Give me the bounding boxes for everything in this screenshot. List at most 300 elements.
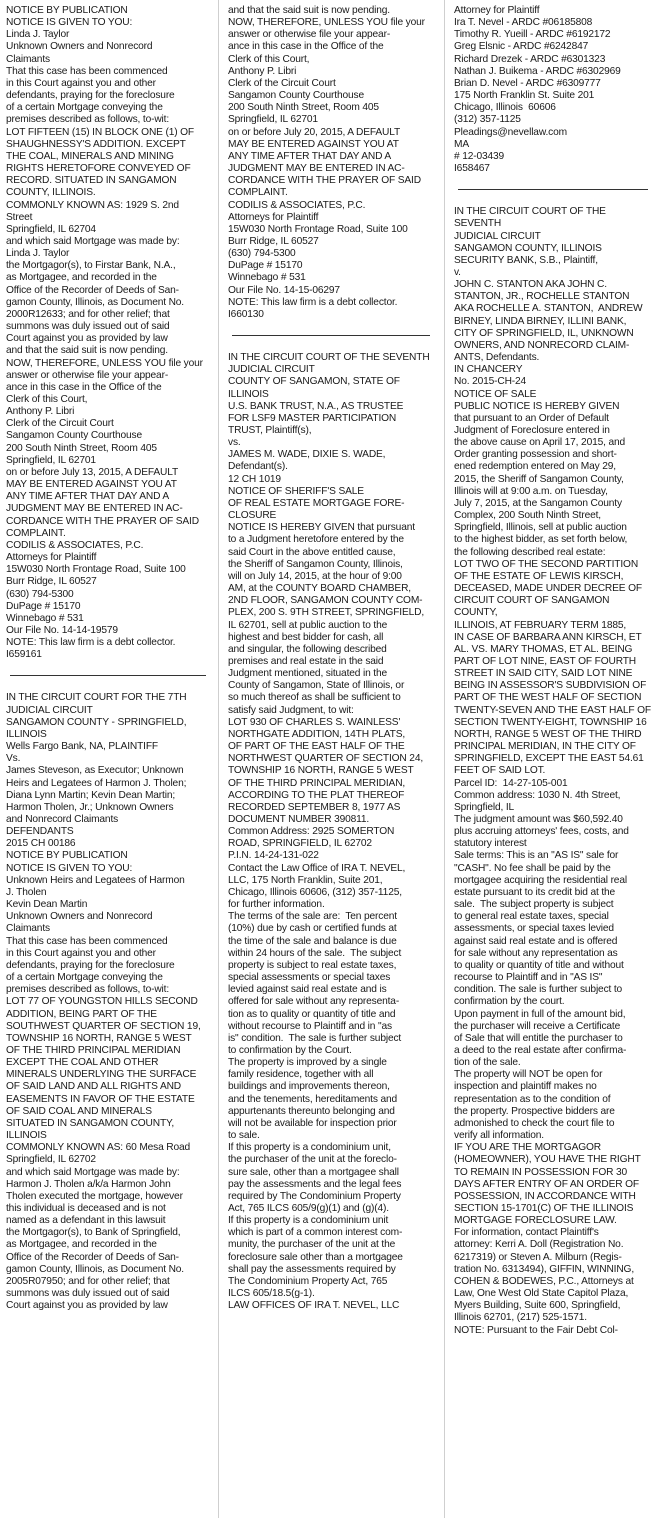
notice-line: Our File No. 14-15-06297 xyxy=(228,284,340,296)
notice-line: ance in this case in the Office of the xyxy=(6,381,162,393)
notice-line: Defendant(s). xyxy=(228,461,288,473)
notice-line: ANY TIME AFTER THAT DAY AND A xyxy=(228,150,392,162)
notice-line: Sangamon County Courthouse xyxy=(6,430,142,442)
notice-line: and which said Mortgage was made by: xyxy=(6,235,180,247)
notice-line: to quality or quantity of title and without xyxy=(454,959,624,971)
notice-line: Office of the Recorder of Deeds of San- xyxy=(6,1251,179,1263)
notice-line: RECORD. SITUATED IN SANGAMON xyxy=(6,175,177,187)
notice-line: buildings and improvements thereon, xyxy=(228,1081,390,1093)
notice-line: LLC, 175 North Franklin, Suite 201, xyxy=(228,874,383,886)
notice-line: to a Judgment heretofore entered by the xyxy=(228,534,404,546)
notice-line: DEFENDANTS xyxy=(6,826,74,838)
notice-line: OWNERS, AND NONRECORD CLAIM- xyxy=(454,339,630,351)
notice-line: FOR LSF9 MASTER PARTICIPATION xyxy=(228,412,397,424)
notice-line: NOTICE IS GIVEN TO YOU: xyxy=(6,862,133,874)
notice-line: NORTH, RANGE 5 WEST OF THE THIRD xyxy=(454,728,642,740)
column-3 xyxy=(454,5,652,1518)
notice-line: 6217319) or Steven A. Milburn (Regis- xyxy=(454,1251,622,1263)
notice-line: is" condition. The sale is further subject xyxy=(228,1032,402,1044)
notice-line: NOTICE IS HEREBY GIVEN that pursuant xyxy=(228,522,415,534)
notice-line: attorney: Kerri A. Doll (Registration No. xyxy=(454,1239,624,1251)
notice-line: IN CASE OF BARBARA ANN KIRSCH, ET xyxy=(454,631,642,643)
notice-line: 2015, the Sheriff of Sangamon County, xyxy=(454,473,624,485)
notice-line: IN THE CIRCUIT COURT OF THE SEVENTH xyxy=(228,352,430,364)
notice-line: MORTGAGE FORECLOSURE LAW. xyxy=(454,1215,617,1227)
notice-line: P.I.N. 14-24-131-022 xyxy=(228,850,319,862)
notice-line: (630) 794-5300 xyxy=(228,248,296,260)
notice-line: Unknown Owners and Nonrecord xyxy=(6,41,153,53)
notice-line: Linda J. Taylor xyxy=(6,29,70,41)
notice-line: Heirs and Legatees of Harmon J. Tholen; xyxy=(6,777,187,789)
notice-line: TO REMAIN IN POSSESSION FOR 30 xyxy=(454,1166,628,1178)
notice-line: for further information. xyxy=(228,899,325,911)
notice-line: tration No. 6313494), GIFFIN, WINNING, xyxy=(454,1263,634,1275)
notice-line: ILLINOIS xyxy=(6,728,47,740)
legal-notice xyxy=(454,206,652,1337)
notice-line: MAY BE ENTERED AGAINST YOU AT xyxy=(6,479,177,491)
notice-line: this individual is deceased and is not xyxy=(6,1203,166,1214)
notice-line: admonished to check the court file to xyxy=(454,1117,615,1129)
notice-line: COUNTY, ILLINOIS. xyxy=(6,187,96,199)
notice-line: Attorneys for Plaintiff xyxy=(6,552,97,564)
notice-line: PUBLIC NOTICE IS HEREBY GIVEN xyxy=(454,400,620,412)
notice-line: 200 South Ninth Street, Room 405 xyxy=(6,442,157,454)
notice-line: OF SAID COAL AND MINERALS xyxy=(6,1105,152,1117)
notice-line: MINERALS UNDERLYING THE SURFACE xyxy=(6,1069,197,1081)
notice-line: NOTICE OF SALE xyxy=(454,388,537,400)
notice-line: NOTICE BY PUBLICATION xyxy=(6,5,128,16)
notice-line: so much thereof as shall be sufficient to xyxy=(228,692,401,704)
notice-line: STANTON, JR., ROCHELLE STANTON xyxy=(454,291,630,303)
notice-line: gamon County, Illinois, as Document No. xyxy=(6,296,184,308)
notice-line: ANY TIME AFTER THAT DAY AND A xyxy=(6,491,170,503)
notice-line: ACCORDING TO THE PLAT THEREOF xyxy=(228,789,405,801)
notice-line: Office of the Recorder of Deeds of San- xyxy=(6,284,179,296)
notice-line: AKA ROCHELLE A. STANTON, ANDREW xyxy=(454,303,643,315)
notice-line: Common address: 1030 N. 4th Street, xyxy=(454,789,621,801)
notice-line: plus accruing attorneys' fees, costs, and xyxy=(454,826,629,838)
notice-line: Attorneys for Plaintiff xyxy=(228,211,319,223)
notice-line: Winnebago # 531 xyxy=(228,272,306,284)
notice-line: JUDGMENT MAY BE ENTERED IN AC- xyxy=(6,503,183,515)
notice-line: defendants, praying for the foreclosure xyxy=(6,959,175,971)
notice-line: COUNTY OF SANGAMON, STATE OF xyxy=(228,376,400,388)
notice-line: NOTE: This law firm is a debt collector. xyxy=(228,296,398,308)
notice-line: the property. Prospective bidders are xyxy=(454,1105,615,1117)
notice-line: Springfield, IL xyxy=(454,801,515,813)
notice-line: LAW OFFICES OF IRA T. NEVEL, LLC xyxy=(228,1300,400,1312)
notice-line: Complex, 200 South Ninth Street, xyxy=(454,510,601,522)
notice-line: 15W030 North Frontage Road, Suite 100 xyxy=(228,223,408,235)
legal-notice xyxy=(228,5,434,321)
notice-line: summons was duly issued out of said xyxy=(6,321,170,333)
notice-line: satisfy said Judgment, to wit: xyxy=(228,704,354,716)
notice-line: JAMES M. WADE, DIXIE S. WADE, xyxy=(228,449,386,461)
notice-line: Springfield, Illinois, sell at public auction xyxy=(454,522,627,534)
notice-line: which is part of a common interest com- xyxy=(228,1227,403,1239)
legal-notice xyxy=(454,5,652,175)
notice-line: LOT 77 OF YOUNGSTON HILLS SECOND xyxy=(6,996,198,1008)
notice-line: Diana Lynn Martin; Kevin Dean Martin; xyxy=(6,789,176,801)
notice-line: COHEN & BODEWES, P.C., Attorneys at xyxy=(454,1275,634,1287)
notice-line: The property will NOT be open for xyxy=(454,1069,603,1081)
notice-line: AM, at the COUNTY BOARD CHAMBER, xyxy=(228,583,411,595)
notice-line: 2015 CH 00186 xyxy=(6,838,76,850)
notice-line: CORDANCE WITH THE PRAYER OF SAID xyxy=(228,175,421,187)
notice-line: NOTE: This law firm is a debt collector. xyxy=(6,637,176,649)
notice-line: property is subject to real estate taxes, xyxy=(228,959,397,971)
notice-line: TOWNSHIP 16 NORTH, RANGE 5 WEST xyxy=(6,1032,192,1044)
notice-line: sale. The subject property is subject xyxy=(454,899,614,911)
notice-line: Tholen executed the mortgage, however xyxy=(6,1190,183,1202)
notice-line: Kevin Dean Martin xyxy=(6,899,88,911)
notice-line: NOTICE BY PUBLICATION xyxy=(6,850,128,862)
notice-line: family residence, together with all xyxy=(228,1069,374,1081)
notice-line: RECORDED SEPTEMBER 8, 1977 AS xyxy=(228,801,401,813)
notice-line: the time of the sale and balance is due xyxy=(228,935,397,947)
notice-line: the Mortgagor(s), to Bank of Springfield, xyxy=(6,1227,181,1239)
notice-line: answer or otherwise file your appear- xyxy=(6,369,169,381)
notice-line: Pleadings@nevellaw.com xyxy=(454,126,567,138)
notice-line: and that the said suit is now pending. xyxy=(6,345,168,357)
notice-line: No. 2015-CH-24 xyxy=(454,376,527,388)
notice-line: SANGAMON COUNTY - SPRINGFIELD, xyxy=(6,716,187,728)
notice-line: and that the said suit is now pending. xyxy=(228,5,390,16)
notice-line: JUDICIAL CIRCUIT xyxy=(454,230,541,242)
notice-line: SECTION TWENTY-EIGHT, TOWNSHIP 16 xyxy=(454,716,647,728)
notice-line: Upon payment in full of the amount bid, xyxy=(454,1008,626,1020)
notice-line: IL 62701, sell at public auction to the xyxy=(228,619,388,631)
notice-line: CLOSURE xyxy=(228,510,277,522)
notice-line: in this Court against you and other xyxy=(6,77,156,89)
notice-line: estate pursuant to its credit bid at the xyxy=(454,886,616,898)
notice-line: 175 North Franklin St. Suite 201 xyxy=(454,90,595,102)
notice-line: verify all information. xyxy=(454,1130,544,1142)
notice-line: DECEASED, MADE UNDER DECREE OF xyxy=(454,583,642,595)
notice-line: highest and best bidder for cash, all xyxy=(228,631,384,643)
notice-line: answer or otherwise file your appear- xyxy=(228,29,391,41)
notice-line: Judgment of Foreclosure entered in xyxy=(454,425,610,436)
notice-line: Timothy R. Yueill - ARDC #6192172 xyxy=(454,29,611,41)
notice-line: (HOMEOWNER), YOU HAVE THE RIGHT xyxy=(454,1154,641,1166)
notice-line: Attorney for Plaintiff xyxy=(454,5,540,16)
notice-line: Harmon Tholen, Jr.; Unknown Owners xyxy=(6,801,174,813)
notice-line: Chicago, Illinois 60606, (312) 357-1125, xyxy=(228,886,402,898)
notice-line: the Sheriff of Sangamon County, Illinois, xyxy=(228,558,403,570)
notice-line: PLEX, 200 S. 9TH STREET, SPRINGFIELD, xyxy=(228,607,425,619)
notice-line: Brian D. Nevel - ARDC #6309777 xyxy=(454,77,601,89)
notice-line: Springfield, IL 62704 xyxy=(6,223,96,235)
notice-line: Sale terms: This is an "AS IS" sale for xyxy=(454,850,619,862)
notice-line: Common Address: 2925 SOMERTON xyxy=(228,826,395,838)
notice-line: MAY BE ENTERED AGAINST YOU AT xyxy=(228,138,399,150)
notice-line: ened redemption entered on May 29, xyxy=(454,461,616,473)
notice-line: TOWNSHIP 16 NORTH, RANGE 5 WEST xyxy=(228,765,414,777)
notice-line: IF YOU ARE THE MORTGAGOR xyxy=(454,1142,601,1154)
notice-line: against said real estate and is offered xyxy=(454,935,618,947)
notice-line: a deed to the real estate after confirma- xyxy=(454,1044,627,1056)
notice-line: Harmon J. Tholen a/k/a Harmon John xyxy=(6,1178,171,1190)
notice-line: premises described as follows, to-wit: xyxy=(6,984,170,996)
notice-line: OF THE THIRD PRINCIPAL MERIDIAN xyxy=(6,1044,181,1056)
notice-line: SPRINGFIELD, EXCEPT THE EAST 54.61 xyxy=(454,753,644,765)
notice-line: Unknown Heirs and Legatees of Harmon xyxy=(6,874,185,886)
notice-line: in this Court against you and other xyxy=(6,947,156,959)
notice-line: SANGAMON COUNTY, ILLINOIS xyxy=(454,242,602,254)
notice-line: EXCEPT THE COAL AND OTHER xyxy=(6,1057,159,1069)
notice-line: TWENTY-SEVEN AND THE EAST HALF OF xyxy=(454,704,651,716)
notice-line: sure sale, other than a mortgagee shall xyxy=(228,1166,399,1178)
notice-line: SECTION 15-1701(C) OF THE ILLINOIS xyxy=(454,1203,634,1214)
notice-line: 12 CH 1019 xyxy=(228,473,281,485)
notice-line: to confirmation by the Court. xyxy=(228,1044,352,1056)
legal-notice xyxy=(6,5,210,661)
notice-line: IN THE CIRCUIT COURT OF THE SEVENTH xyxy=(454,206,609,230)
notice-line: Richard Drezek - ARDC #6301323 xyxy=(454,53,606,65)
notice-line: OF PART OF THE EAST HALF OF THE xyxy=(228,741,405,753)
notice-line: Springfield, IL 62701 xyxy=(228,114,318,126)
notice-line: Order granting possession and short- xyxy=(454,449,617,461)
notice-line: Judgment mentioned, situated in the xyxy=(228,668,387,680)
notice-line: foreclosure sale other than a mortgagee xyxy=(228,1251,403,1263)
notice-line: NOTICE OF SHERIFF'S SALE xyxy=(228,485,364,497)
notice-line: COMPLAINT. xyxy=(6,527,66,539)
notice-line: Unknown Owners and Nonrecord xyxy=(6,911,153,923)
notice-separator xyxy=(232,335,430,336)
notice-line: ROAD, SPRINGFIELD, IL 62702 xyxy=(228,838,372,850)
notice-line: Claimants xyxy=(6,923,50,935)
notice-line: within 24 hours of the sale. The subject xyxy=(228,947,402,959)
notice-line: OF SAID LAND AND ALL RIGHTS AND xyxy=(6,1081,181,1093)
notice-line: Our File No. 14-14-19579 xyxy=(6,624,118,636)
notice-line: of a certain Mortgage conveying the xyxy=(6,102,163,114)
notice-line: U.S. BANK TRUST, N.A., AS TRUSTEE xyxy=(228,400,404,412)
notice-line: County of Sangamon, State of Illinois, or xyxy=(228,680,405,692)
notice-line: Law, One West Old State Capitol Plaza, xyxy=(454,1288,629,1300)
notice-line: NORTHWEST QUARTER OF SECTION 24, xyxy=(228,753,424,765)
notice-line: OF THE ESTATE OF LEWIS KIRSCH, xyxy=(454,570,624,582)
notice-line: The terms of the sale are: Ten percent xyxy=(228,911,397,923)
notice-line: IN THE CIRCUIT COURT FOR THE 7TH xyxy=(6,692,187,704)
notice-line: without recourse to Plaintiff and in "as xyxy=(228,1020,392,1032)
notice-line: OF REAL ESTATE MORTGAGE FORE- xyxy=(228,497,405,509)
notice-line: For information, contact Plaintiff's xyxy=(454,1227,599,1239)
notice-line: as Mortgagee, and recorded in the xyxy=(6,1239,157,1251)
notice-separator xyxy=(458,189,648,190)
notice-line: Burr Ridge, IL 60527 xyxy=(228,235,319,247)
notice-line: 2000R12633; and for other relief; that xyxy=(6,308,170,320)
notice-line: as Mortgagee, and recorded in the xyxy=(6,272,157,284)
notice-line: said Court in the above entitled cause, xyxy=(228,546,396,558)
notice-line: the Mortgagor(s), to Firstar Bank, N.A., xyxy=(6,260,176,272)
notice-line: ANTS, Defendants. xyxy=(454,352,540,364)
notice-line: PART OF THE WEST HALF OF SECTION xyxy=(454,692,642,704)
notice-line: DuPage # 15170 xyxy=(228,260,303,272)
notice-line: 15W030 North Frontage Road, Suite 100 xyxy=(6,564,186,576)
notice-line: FEET OF SAID LOT. xyxy=(454,765,546,777)
notice-line: the purchaser of the unit at the foreclo- xyxy=(228,1154,397,1166)
notice-line: 200 South Ninth Street, Room 405 xyxy=(228,102,379,114)
notice-line: to the highest bidder, as set forth below, xyxy=(454,534,628,546)
notice-line: Court against you as provided by law xyxy=(6,333,168,345)
notice-line: offered for sale without any representa- xyxy=(228,996,400,1008)
notice-line: on or before July 13, 2015, A DEFAULT xyxy=(6,466,179,478)
notice-line: Contact the Law Office of IRA T. NEVEL, xyxy=(228,862,406,874)
notice-line: I658467 xyxy=(454,163,490,175)
notice-line: will not be available for inspection prior xyxy=(228,1117,397,1129)
column-1 xyxy=(6,5,210,1518)
notice-line: shall pay the assessments required by xyxy=(228,1263,396,1275)
legal-notice xyxy=(228,352,434,1312)
notice-line: SECURITY BANK, S.B., Plaintiff, xyxy=(454,254,598,266)
notice-line: tion of the sale. xyxy=(454,1057,521,1069)
notice-line: ILCS 605/18.5(g-1). xyxy=(228,1288,315,1300)
notice-line: ADDITION, BEING PART OF THE xyxy=(6,1008,157,1020)
notice-line: BIRNEY, LINDA BIRNEY, ILLINI BANK, xyxy=(454,315,627,327)
notice-line: Parcel ID: 14-27-105-001 xyxy=(454,777,568,789)
notice-line: Myers Building, Suite 600, Springfield, xyxy=(454,1300,621,1312)
notice-line: to general real estate taxes, special xyxy=(454,911,609,923)
notice-line: DOCUMENT NUMBER 390811. xyxy=(228,814,370,825)
notice-line: J. Tholen xyxy=(6,886,47,898)
notice-line: summons was duly issued out of said xyxy=(6,1288,170,1300)
notice-line: mortgagee acquiring the residential real xyxy=(454,874,627,886)
notice-line: assessments, or special taxes levied xyxy=(454,923,614,935)
notice-line: Illinois will at 9:00 a.m. on Tuesday, xyxy=(454,485,608,497)
notice-line: will on July 14, 2015, at the hour of 9:00 xyxy=(228,570,402,582)
notice-line: the above cause on April 17, 2015, and xyxy=(454,437,626,449)
notice-line: of Sale that will entitle the purchaser to xyxy=(454,1032,623,1044)
notice-line: STREET IN SAID CITY, SAID LOT NINE xyxy=(454,668,633,680)
notice-line: Anthony P. Libri xyxy=(228,65,297,77)
notice-line: IN CHANCERY xyxy=(454,364,523,376)
notice-line: The Condominium Property Act, 765 xyxy=(228,1275,388,1287)
notice-line: JOHN C. STANTON AKA JOHN C. xyxy=(454,279,607,291)
notice-line: (312) 357-1125 xyxy=(454,114,521,126)
notice-line: Clerk of this Court, xyxy=(6,394,88,405)
notice-line: and singular, the following described xyxy=(228,643,387,655)
notice-line: JUDICIAL CIRCUIT xyxy=(228,364,315,376)
notice-line: Vs. xyxy=(6,753,21,765)
notice-line: COMPLAINT. xyxy=(228,187,288,199)
notice-line: CITY OF SPRINGFIELD, IL, UNKNOWN xyxy=(454,327,634,339)
notice-line: Greg Elsnic - ARDC #6242847 xyxy=(454,41,589,53)
legal-notice xyxy=(6,692,210,1312)
notice-line: I659161 xyxy=(6,649,42,661)
notice-line: premises and real estate in the said xyxy=(228,655,384,667)
notice-line: # 12-03439 xyxy=(454,150,505,162)
notice-line: v. xyxy=(454,266,461,278)
notice-line: CORDANCE WITH THE PRAYER OF SAID xyxy=(6,515,199,527)
column-divider-1 xyxy=(218,0,219,1518)
notice-line: premises described as follows, to-wit: xyxy=(6,114,170,126)
notice-line: levied against said real estate and is xyxy=(228,984,387,996)
notice-line: vs. xyxy=(228,437,241,449)
notice-line: pay the assessments and the legal fees xyxy=(228,1178,402,1190)
notice-line: Sangamon County Courthouse xyxy=(228,90,364,102)
notice-line: the purchaser will receive a Certificate xyxy=(454,1020,621,1032)
notice-line: the following described real estate: xyxy=(454,546,606,558)
notice-line: LOT TWO OF THE SECOND PARTITION xyxy=(454,558,639,570)
notice-line: Illinois 62701, (217) 525-1571. xyxy=(454,1312,587,1324)
notice-line: Claimants xyxy=(6,53,50,65)
notice-line: statutory interest xyxy=(454,838,527,850)
notice-line: Court against you as provided by law xyxy=(6,1300,168,1312)
notice-line: BEING IN ASSESSOR'S SUBDIVISION OF xyxy=(454,680,647,692)
notice-line: CIRCUIT COURT OF SANGAMON COUNTY, xyxy=(454,595,612,619)
notice-line: AL. VS. MARY THOMAS, ET AL. BEING xyxy=(454,643,633,655)
notice-line: Springfield, IL 62702 xyxy=(6,1154,96,1166)
notice-line: Clerk of this Court, xyxy=(228,53,310,65)
notice-line: Chicago, Illinois 60606 xyxy=(454,102,556,114)
notice-line: COMMONLY KNOWN AS: 1929 S. 2nd xyxy=(6,199,179,211)
notice-line: NOW, THEREFORE, UNLESS YOU file your xyxy=(228,17,425,29)
notice-line: That this case has been commenced xyxy=(6,65,168,77)
notice-line: DuPage # 15170 xyxy=(6,600,81,612)
notice-line: NOTE: Pursuant to the Fair Debt Col- xyxy=(454,1324,618,1336)
notice-line: NOW, THEREFORE, UNLESS YOU file your xyxy=(6,357,203,369)
notice-line: LOT FIFTEEN (15) IN BLOCK ONE (1) OF xyxy=(6,126,195,138)
notice-line: Springfield, IL 62701 xyxy=(6,454,96,466)
notice-line: required by The Condominium Property xyxy=(228,1190,401,1202)
notice-line: Anthony P. Libri xyxy=(6,406,75,418)
column-divider-2 xyxy=(444,0,445,1518)
notice-line: If this property is a condominium unit xyxy=(228,1215,389,1227)
notice-line: Linda J. Taylor xyxy=(6,248,70,260)
notice-line: RIGHTS HERETOFORE CONVEYED OF xyxy=(6,163,191,175)
notice-line: tion as to quality or quantity of title and xyxy=(228,1008,396,1020)
notice-line: (10%) due by cash or certified funds at xyxy=(228,923,397,935)
notice-line: SHAUGHNESSY'S ADDITION. EXCEPT xyxy=(6,138,186,150)
notice-line: confirmation by the court. xyxy=(454,996,565,1008)
notice-line: OF THE THIRD PRINCIPAL MERIDIAN, xyxy=(228,777,406,789)
notice-line: NOTICE IS GIVEN TO YOU: xyxy=(6,17,133,29)
notice-line: on or before July 20, 2015, A DEFAULT xyxy=(228,126,401,138)
notice-line: and Nonrecord Claimants xyxy=(6,814,119,825)
notice-line: MA xyxy=(454,138,469,150)
notice-line: Act, 765 ILCS 605/9(g)(1) and (g)(4). xyxy=(228,1203,389,1214)
notice-line: EASEMENTS IN FAVOR OF THE ESTATE xyxy=(6,1093,195,1105)
notice-line: Ira T. Nevel - ARDC #06185808 xyxy=(454,17,593,29)
notice-line: recourse to Plaintiff and in "AS IS" xyxy=(454,972,603,984)
notice-line: LOT 930 OF CHARLES S. WAINLESS' xyxy=(228,716,401,728)
notice-line: named as a defendant in this lawsuit xyxy=(6,1215,166,1227)
notice-line: 2ND FLOOR, SANGAMON COUNTY COM- xyxy=(228,595,423,607)
notice-line: James Steveson, as Executor; Unknown xyxy=(6,765,184,777)
notice-line: Street xyxy=(6,211,33,223)
notice-line: PART OF LOT NINE, EAST OF FOURTH xyxy=(454,655,637,667)
notice-line: special assessments or special taxes xyxy=(228,972,391,984)
notice-line: Wells Fargo Bank, NA, PLAINTIFF xyxy=(6,741,158,753)
notice-line: That this case has been commenced xyxy=(6,935,168,947)
notice-line: appurtenants thereunto belonging and xyxy=(228,1105,395,1117)
notice-line: Clerk of the Circuit Court xyxy=(228,77,336,89)
notice-line: TRUST, Plaintiff(s), xyxy=(228,425,312,436)
notice-line: JUDGMENT MAY BE ENTERED IN AC- xyxy=(228,163,405,175)
notice-line: gamon County, Illinois, as Document No. xyxy=(6,1263,184,1275)
notice-line: I660130 xyxy=(228,308,264,320)
notice-line: ILLINOIS xyxy=(228,388,269,400)
notice-line: ance in this case in the Office of the xyxy=(228,41,384,53)
notice-line: (630) 794-5300 xyxy=(6,588,74,600)
notice-line: The judgment amount was $60,592.40 xyxy=(454,814,623,825)
notice-line: inspection and plaintiff makes no xyxy=(454,1081,597,1093)
notice-line: to sale. xyxy=(228,1130,260,1142)
notice-line: that pursuant to an Order of Default xyxy=(454,412,609,424)
notice-line: ILLINOIS xyxy=(6,1130,47,1142)
notice-line: representation as to the condition of xyxy=(454,1093,611,1105)
notice-line: condition. The sale is further subject to xyxy=(454,984,623,996)
